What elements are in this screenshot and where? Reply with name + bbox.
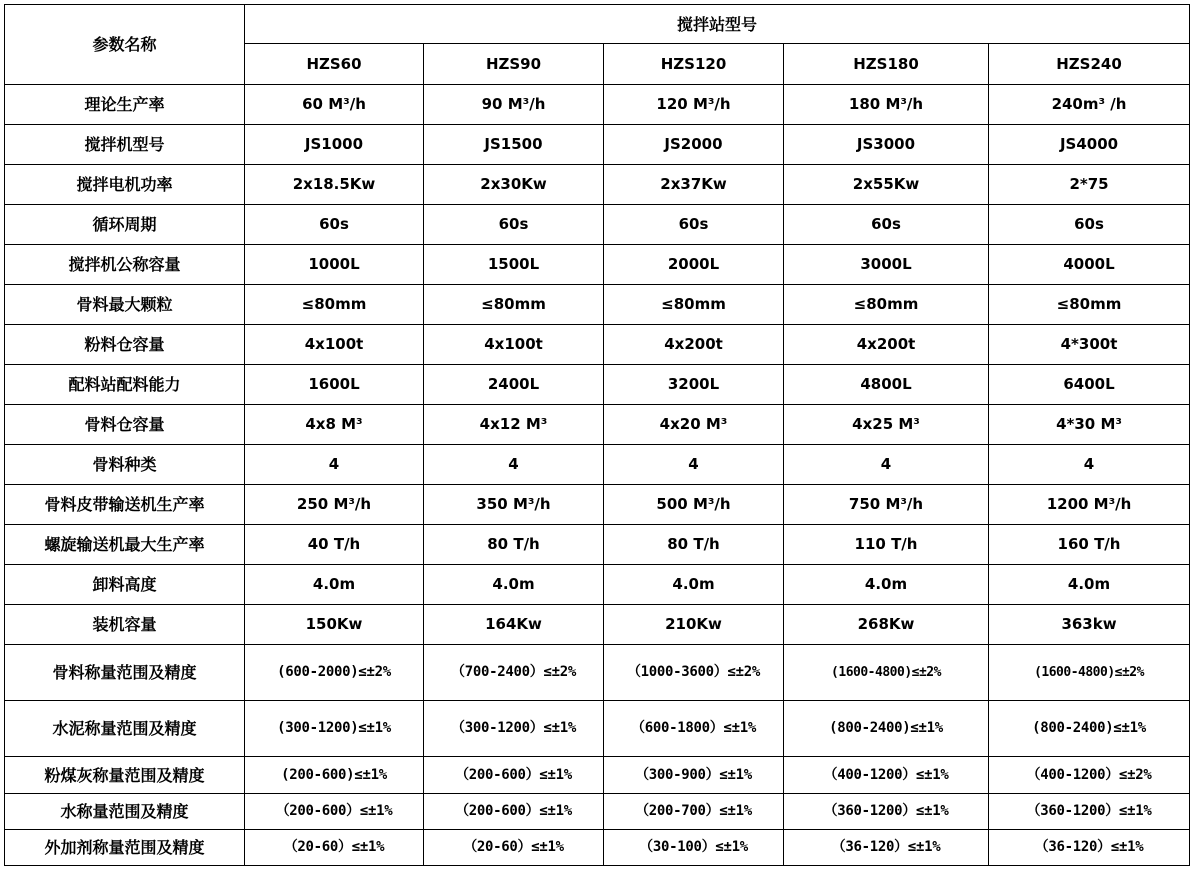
header-row-1 xyxy=(5,5,1190,44)
spec-value-cell: (300-1200)≤±1% xyxy=(245,701,424,757)
spec-value-cell: 4x8 M³ xyxy=(245,405,424,445)
spec-value-cell: (1600-4800)≤±2% xyxy=(784,645,989,701)
spec-value-cell: 4x20 M³ xyxy=(604,405,784,445)
model-header: HZS240 xyxy=(989,44,1190,85)
spec-value-cell: 4 xyxy=(424,445,604,485)
spec-value-cell: 180 M³/h xyxy=(784,85,989,125)
station-model-header: 搅拌站型号 xyxy=(245,5,1190,44)
spec-value-cell: (200-600)≤±1% xyxy=(245,757,424,794)
spec-value-cell: （300-900）≤±1% xyxy=(604,757,784,794)
row-label: 搅拌机型号 xyxy=(5,125,245,165)
spec-value-cell: 4 xyxy=(604,445,784,485)
table-row xyxy=(5,757,1190,794)
spec-value-cell: JS1500 xyxy=(424,125,604,165)
spec-value-cell: 6400L xyxy=(989,365,1190,405)
model-header: HZS90 xyxy=(424,44,604,85)
row-label: 装机容量 xyxy=(5,605,245,645)
spec-value-cell: 4.0m xyxy=(245,565,424,605)
table-row xyxy=(5,605,1190,645)
spec-value-cell: （360-1200）≤±1% xyxy=(989,794,1190,830)
spec-value-cell: （200-600）≤±1% xyxy=(424,794,604,830)
spec-value-cell: 90 M³/h xyxy=(424,85,604,125)
table-row xyxy=(5,794,1190,830)
spec-value-cell: （600-1800）≤±1% xyxy=(604,701,784,757)
table-row xyxy=(5,245,1190,285)
spec-value-cell: (1600-4800)≤±2% xyxy=(989,645,1190,701)
spec-value-cell: 2x30Kw xyxy=(424,165,604,205)
spec-value-cell: ≤80mm xyxy=(424,285,604,325)
spec-value-cell: JS3000 xyxy=(784,125,989,165)
spec-value-cell: 80 T/h xyxy=(424,525,604,565)
table-row xyxy=(5,205,1190,245)
spec-value-cell: 4800L xyxy=(784,365,989,405)
spec-value-cell: 350 M³/h xyxy=(424,485,604,525)
spec-value-cell: 2x55Kw xyxy=(784,165,989,205)
table-row xyxy=(5,325,1190,365)
row-label: 骨料最大颗粒 xyxy=(5,285,245,325)
spec-value-cell: 1000L xyxy=(245,245,424,285)
spec-value-cell: （300-1200）≤±1% xyxy=(424,701,604,757)
spec-value-cell: 250 M³/h xyxy=(245,485,424,525)
spec-value-cell: 40 T/h xyxy=(245,525,424,565)
spec-value-cell: （200-700）≤±1% xyxy=(604,794,784,830)
spec-value-cell: 4000L xyxy=(989,245,1190,285)
row-label: 骨料种类 xyxy=(5,445,245,485)
spec-value-cell: 268Kw xyxy=(784,605,989,645)
table-row xyxy=(5,165,1190,205)
spec-value-cell: 2*75 xyxy=(989,165,1190,205)
spec-value-cell: （30-100）≤±1% xyxy=(604,830,784,866)
model-header: HZS180 xyxy=(784,44,989,85)
spec-value-cell: 210Kw xyxy=(604,605,784,645)
row-label: 配料站配料能力 xyxy=(5,365,245,405)
spec-value-cell: 3200L xyxy=(604,365,784,405)
model-header: HZS120 xyxy=(604,44,784,85)
spec-value-cell: 4 xyxy=(245,445,424,485)
spec-value-cell: 4x12 M³ xyxy=(424,405,604,445)
spec-value-cell: 4x100t xyxy=(245,325,424,365)
spec-value-cell: （1000-3600）≤±2% xyxy=(604,645,784,701)
spec-body xyxy=(5,85,1190,866)
spec-value-cell: 60s xyxy=(424,205,604,245)
spec-value-cell: JS4000 xyxy=(989,125,1190,165)
spec-value-cell: （200-600）≤±1% xyxy=(245,794,424,830)
spec-value-cell: (800-2400)≤±1% xyxy=(784,701,989,757)
spec-value-cell: 120 M³/h xyxy=(604,85,784,125)
spec-value-cell: （36-120）≤±1% xyxy=(784,830,989,866)
table-row xyxy=(5,830,1190,866)
spec-value-cell: （700-2400）≤±2% xyxy=(424,645,604,701)
spec-value-cell: ≤80mm xyxy=(989,285,1190,325)
spec-value-cell: (600-2000)≤±2% xyxy=(245,645,424,701)
spec-value-cell: 4.0m xyxy=(989,565,1190,605)
spec-value-cell: JS1000 xyxy=(245,125,424,165)
spec-value-cell: 2400L xyxy=(424,365,604,405)
row-label: 骨料称量范围及精度 xyxy=(5,645,245,701)
spec-value-cell: 4 xyxy=(989,445,1190,485)
spec-value-cell: 2x18.5Kw xyxy=(245,165,424,205)
spec-value-cell: 4x200t xyxy=(784,325,989,365)
spec-value-cell: ≤80mm xyxy=(784,285,989,325)
spec-value-cell: 4 xyxy=(784,445,989,485)
table-row xyxy=(5,645,1190,701)
table-row xyxy=(5,85,1190,125)
spec-value-cell: ≤80mm xyxy=(604,285,784,325)
table-row xyxy=(5,565,1190,605)
spec-value-cell: 2000L xyxy=(604,245,784,285)
spec-value-cell: JS2000 xyxy=(604,125,784,165)
row-label: 粉料仓容量 xyxy=(5,325,245,365)
spec-value-cell: 164Kw xyxy=(424,605,604,645)
param-name-header: 参数名称 xyxy=(5,5,245,85)
row-label: 卸料高度 xyxy=(5,565,245,605)
table-row xyxy=(5,285,1190,325)
spec-value-cell: ≤80mm xyxy=(245,285,424,325)
spec-value-cell: 4.0m xyxy=(424,565,604,605)
spec-value-cell: 60 M³/h xyxy=(245,85,424,125)
spec-value-cell: 4.0m xyxy=(604,565,784,605)
spec-value-cell: 4*30 M³ xyxy=(989,405,1190,445)
spec-value-cell: 4*300t xyxy=(989,325,1190,365)
spec-value-cell: 1600L xyxy=(245,365,424,405)
spec-value-cell: 60s xyxy=(989,205,1190,245)
row-label: 循环周期 xyxy=(5,205,245,245)
table-row xyxy=(5,365,1190,405)
table-row xyxy=(5,525,1190,565)
spec-value-cell: 2x37Kw xyxy=(604,165,784,205)
spec-value-cell: 3000L xyxy=(784,245,989,285)
spec-value-cell: 1500L xyxy=(424,245,604,285)
spec-value-cell: 60s xyxy=(604,205,784,245)
model-header: HZS60 xyxy=(245,44,424,85)
spec-value-cell: (800-2400)≤±1% xyxy=(989,701,1190,757)
spec-value-cell: 4x100t xyxy=(424,325,604,365)
spec-value-cell: 80 T/h xyxy=(604,525,784,565)
row-label: 螺旋输送机最大生产率 xyxy=(5,525,245,565)
table-row xyxy=(5,701,1190,757)
spec-value-cell: （360-1200）≤±1% xyxy=(784,794,989,830)
spec-value-cell: 4x25 M³ xyxy=(784,405,989,445)
spec-value-cell: 60s xyxy=(784,205,989,245)
row-label: 外加剂称量范围及精度 xyxy=(5,830,245,866)
spec-value-cell: （20-60）≤±1% xyxy=(424,830,604,866)
spec-table xyxy=(4,4,1190,866)
table-row xyxy=(5,125,1190,165)
spec-value-cell: （36-120）≤±1% xyxy=(989,830,1190,866)
row-label: 搅拌电机功率 xyxy=(5,165,245,205)
spec-value-cell: （20-60）≤±1% xyxy=(245,830,424,866)
spec-value-cell: 110 T/h xyxy=(784,525,989,565)
spec-value-cell: 4x200t xyxy=(604,325,784,365)
row-label: 骨料皮带输送机生产率 xyxy=(5,485,245,525)
spec-value-cell: 363kw xyxy=(989,605,1190,645)
spec-value-cell: 1200 M³/h xyxy=(989,485,1190,525)
table-row xyxy=(5,485,1190,525)
spec-value-cell: （400-1200）≤±2% xyxy=(989,757,1190,794)
spec-value-cell: 60s xyxy=(245,205,424,245)
table-row xyxy=(5,405,1190,445)
spec-value-cell: （400-1200）≤±1% xyxy=(784,757,989,794)
table-row xyxy=(5,445,1190,485)
spec-value-cell: 150Kw xyxy=(245,605,424,645)
spec-value-cell: 240m³ /h xyxy=(989,85,1190,125)
spec-value-cell: 750 M³/h xyxy=(784,485,989,525)
spec-value-cell: 4.0m xyxy=(784,565,989,605)
spec-value-cell: 500 M³/h xyxy=(604,485,784,525)
row-label: 搅拌机公称容量 xyxy=(5,245,245,285)
row-label: 水称量范围及精度 xyxy=(5,794,245,830)
row-label: 理论生产率 xyxy=(5,85,245,125)
row-label: 水泥称量范围及精度 xyxy=(5,701,245,757)
spec-value-cell: （200-600）≤±1% xyxy=(424,757,604,794)
row-label: 骨料仓容量 xyxy=(5,405,245,445)
spec-value-cell: 160 T/h xyxy=(989,525,1190,565)
row-label: 粉煤灰称量范围及精度 xyxy=(5,757,245,794)
